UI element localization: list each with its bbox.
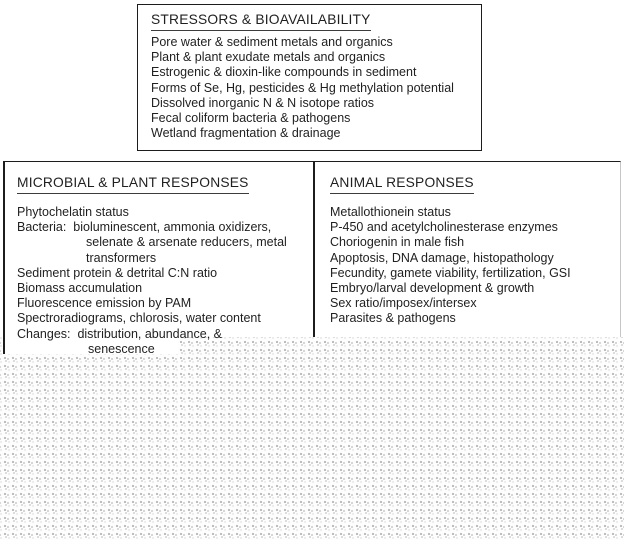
stipple-background (0, 337, 624, 540)
microbial-plant-item-list (17, 205, 313, 357)
stressors-box (137, 4, 482, 151)
stressors-box-title (151, 12, 481, 31)
microbial-plant-item: Bacteria: bioluminescent, ammonia oxidizers, (17, 220, 272, 235)
animal-item: P-450 and acetylcholinesterase enzymes (330, 220, 558, 235)
panel-divider-line (313, 162, 315, 337)
stressors-item: Forms of Se, Hg, pesticides & Hg methylation potential (151, 80, 454, 95)
stressors-item: Pore water & sediment metals and organics (151, 35, 393, 49)
stressors-item: Wetland fragmentation & drainage (151, 126, 341, 141)
animal-item: Embryo/larval development & growth (330, 281, 535, 296)
microbial-plant-item: Spectroradiograms, chlorosis, water content (17, 311, 261, 326)
animal-item: Choriogenin in male fish (330, 235, 465, 250)
animal-item: Sex ratio/imposex/intersex (330, 296, 477, 311)
animal-item: Apoptosis, DNA damage, histopathology (330, 250, 554, 265)
animal-box-title-text: ANIMAL RESPONSES (330, 175, 474, 194)
animal-item: Metallothionein status (330, 205, 451, 219)
microbial-plant-item: Changes: distribution, abundance, & (17, 326, 222, 341)
responses-panel (3, 161, 621, 356)
stressors-item: Estrogenic & dioxin-like compounds in sediment (151, 65, 417, 80)
stressors-item: Plant & plant exudate metals and organics (151, 50, 386, 65)
animal-item-list (330, 205, 617, 327)
microbial-plant-item: Fluorescence emission by PAM (17, 296, 192, 311)
microbial-plant-item-continuation: transformers (86, 250, 157, 265)
microbial-plant-box (5, 162, 313, 357)
stressors-box-title-text: STRESSORS & BIOAVAILABILITY (151, 12, 371, 31)
microbial-plant-item: Biomass accumulation (17, 281, 143, 296)
microbial-plant-box-title (17, 175, 313, 194)
microbial-plant-item: Sediment protein & detrital C:N ratio (17, 265, 218, 280)
microbial-plant-item-continuation: senescence (88, 341, 155, 356)
stressors-item: Dissolved inorganic N & N isotope ratios (151, 95, 375, 110)
microbial-plant-item-continuation: selenate & arsenate reducers, metal (86, 235, 287, 250)
microbial-plant-box-title-text: MICROBIAL & PLANT RESPONSES (17, 175, 249, 194)
animal-box-title (330, 175, 617, 194)
animal-item: Parasites & pathogens (330, 311, 456, 326)
animal-item: Fecundity, gamete viability, fertilization, GSI (330, 265, 571, 280)
stressors-item: Fecal coliform bacteria & pathogens (151, 111, 351, 126)
microbial-plant-item: Phytochelatin status (17, 205, 129, 219)
animal-box (317, 162, 617, 327)
stressors-item-list (151, 35, 481, 141)
